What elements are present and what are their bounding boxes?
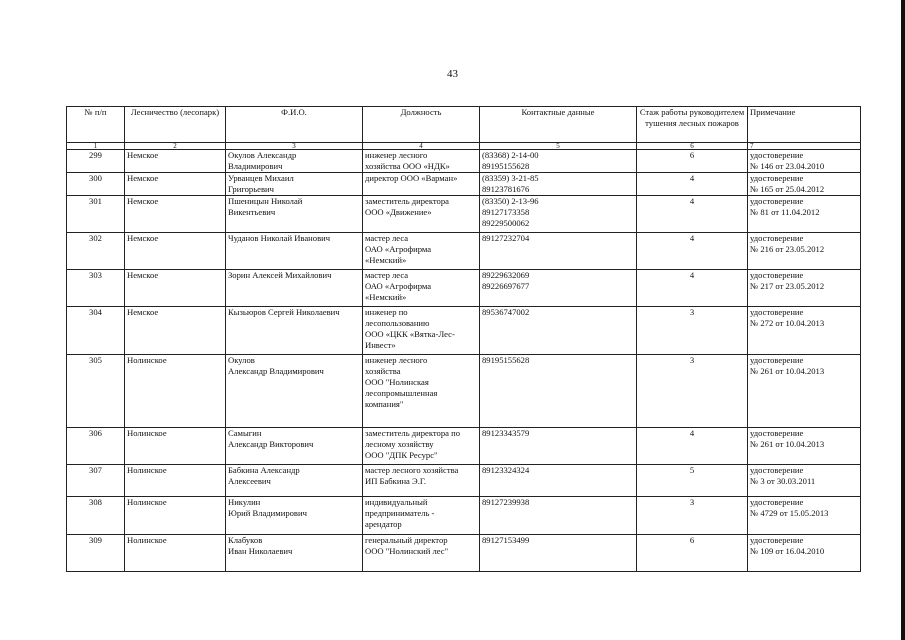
contact-line: 89123343579 (482, 428, 530, 438)
cell-num: 308 (67, 497, 125, 535)
cell-experience: 6 (637, 150, 748, 173)
fio-line: Клабуков (228, 535, 263, 545)
column-number: 2 (125, 143, 226, 150)
table-row (67, 270, 861, 307)
cell-num: 303 (67, 270, 125, 307)
contact-line: 89127232704 (482, 233, 530, 243)
cell-note (748, 196, 861, 233)
fio-line: Бабкина Александр (228, 465, 300, 475)
table-row (67, 233, 861, 270)
fio-line: Владимирович (228, 161, 283, 171)
cell-note (748, 355, 861, 428)
column-number: 6 (637, 143, 748, 150)
position-line: лесному хозяйству (365, 439, 434, 449)
position-line: заместитель директора (365, 196, 449, 206)
position-line: ООО «Движение» (365, 207, 432, 217)
fio-line: Александр Владимирович (228, 366, 324, 376)
fire-managers-table (66, 106, 861, 572)
cell-experience: 3 (637, 307, 748, 355)
contact-line: (83350) 2-13-96 (482, 196, 539, 206)
position-line: ИП Бабкина Э.Г. (365, 476, 426, 486)
position-line: генеральный директор (365, 535, 448, 545)
fio-line: Григорьевич (228, 184, 274, 194)
cell-forestry: Немское (125, 307, 226, 355)
header-experience: Стаж работы руководителем тушения лесных пожаров (637, 107, 748, 143)
cell-contacts (480, 465, 637, 497)
contact-line: 89127173358 (482, 207, 530, 217)
cell-position (363, 173, 480, 196)
position-line: ООО "Нолинский лес" (365, 546, 449, 556)
cell-fio (226, 355, 363, 428)
cell-position (363, 355, 480, 428)
cell-contacts (480, 535, 637, 572)
cell-contacts (480, 150, 637, 173)
cell-forestry: Немское (125, 173, 226, 196)
cell-experience: 4 (637, 173, 748, 196)
fio-line: Никулин (228, 497, 261, 507)
position-line: компания" (365, 399, 404, 409)
cell-fio (226, 173, 363, 196)
cell-experience: 4 (637, 196, 748, 233)
position-line: арендатор (365, 519, 402, 529)
cell-fio (226, 428, 363, 465)
column-number: 5 (480, 143, 637, 150)
contact-line: 89536747002 (482, 307, 530, 317)
cell-forestry: Нолинское (125, 497, 226, 535)
column-number: 1 (67, 143, 125, 150)
position-line: хозяйства ООО «НДК» (365, 161, 450, 171)
note-line: № 81 от 11.04.2012 (750, 207, 820, 217)
cell-note (748, 307, 861, 355)
cell-note (748, 173, 861, 196)
contact-line: 89123324324 (482, 465, 530, 475)
note-line: № 261 от 10.04.2013 (750, 366, 825, 376)
header-fio: Ф.И.О. (226, 107, 363, 143)
fio-line: Окулов Александр (228, 150, 297, 160)
fio-line: Окулов (228, 355, 255, 365)
cell-experience: 3 (637, 355, 748, 428)
position-line: предприниматель - (365, 508, 435, 518)
cell-num: 305 (67, 355, 125, 428)
note-line: № 261 от 10.04.2013 (750, 439, 825, 449)
cell-position (363, 150, 480, 173)
cell-forestry: Немское (125, 270, 226, 307)
position-line: индивидуальный (365, 497, 428, 507)
fio-line: Юрий Владимирович (228, 508, 307, 518)
note-line: № 146 от 23.04.2010 (750, 161, 825, 171)
position-line: лесопромышленная (365, 388, 438, 398)
note-line: удостоверение (750, 497, 804, 507)
cell-experience: 4 (637, 270, 748, 307)
position-line: ОАО «Агрофирма (365, 244, 432, 254)
page-number: 43 (447, 68, 458, 80)
contact-line: (83359) 3-21-85 (482, 173, 539, 183)
position-line: ОАО «Агрофирма (365, 281, 432, 291)
cell-num: 307 (67, 465, 125, 497)
cell-experience: 6 (637, 535, 748, 572)
cell-num: 306 (67, 428, 125, 465)
cell-fio (226, 535, 363, 572)
contact-line: 89123781676 (482, 184, 530, 194)
fio-line: Иван Николаевич (228, 546, 293, 556)
cell-fio (226, 307, 363, 355)
cell-contacts (480, 173, 637, 196)
note-line: № 217 от 23.05.2012 (750, 281, 825, 291)
fio-line: Кызьюров Сергей Николаевич (228, 307, 340, 317)
cell-contacts (480, 196, 637, 233)
table-row (67, 535, 861, 572)
note-line: удостоверение (750, 270, 804, 280)
contact-line: 89229500062 (482, 218, 530, 228)
fio-line: Викентьевич (228, 207, 276, 217)
fio-line: Зорин Алексей Михайлович (228, 270, 332, 280)
contact-line: 89195155628 (482, 355, 530, 365)
cell-position (363, 428, 480, 465)
note-line: удостоверение (750, 233, 804, 243)
cell-contacts (480, 233, 637, 270)
table-row (67, 307, 861, 355)
contact-line: (83368) 2-14-00 (482, 150, 539, 160)
cell-contacts (480, 270, 637, 307)
header-forestry: Лесничество (лесопарк) (125, 107, 226, 143)
header-position: Должность (363, 107, 480, 143)
position-line: хозяйства (365, 366, 401, 376)
position-line: «Немский» (365, 255, 407, 265)
cell-position (363, 233, 480, 270)
column-number-row (67, 143, 861, 150)
contact-line: 89229632069 (482, 270, 530, 280)
cell-note (748, 535, 861, 572)
cell-contacts (480, 307, 637, 355)
position-line: мастер леса (365, 233, 409, 243)
cell-forestry: Немское (125, 233, 226, 270)
cell-num: 309 (67, 535, 125, 572)
column-number: 7 (748, 143, 861, 150)
position-line: инженер лесного (365, 150, 428, 160)
table-row (67, 150, 861, 173)
position-line: ООО «ЦКК «Вятка-Лес- (365, 329, 455, 339)
cell-num: 302 (67, 233, 125, 270)
table-row (67, 465, 861, 497)
column-number: 3 (226, 143, 363, 150)
fio-line: Чуданов Николай Иванович (228, 233, 331, 243)
contact-line: 89226697677 (482, 281, 530, 291)
table-row (67, 173, 861, 196)
table-row (67, 196, 861, 233)
scan-edge (901, 0, 905, 640)
position-line: ООО "Нолинская (365, 377, 429, 387)
cell-note (748, 497, 861, 535)
contact-line: 89127153499 (482, 535, 530, 545)
cell-note (748, 233, 861, 270)
note-line: удостоверение (750, 196, 804, 206)
cell-contacts (480, 497, 637, 535)
cell-forestry: Нолинское (125, 428, 226, 465)
cell-num: 300 (67, 173, 125, 196)
contact-line: 89195155628 (482, 161, 530, 171)
cell-forestry: Немское (125, 150, 226, 173)
cell-note (748, 150, 861, 173)
cell-forestry: Нолинское (125, 355, 226, 428)
cell-fio (226, 196, 363, 233)
position-line: лесопользованию (365, 318, 430, 328)
position-line: ООО "ДПК Ресурс" (365, 450, 438, 460)
table-row (67, 497, 861, 535)
cell-position (363, 497, 480, 535)
position-line: заместитель директора по (365, 428, 461, 438)
cell-contacts (480, 428, 637, 465)
header-contacts: Контактные данные (480, 107, 637, 143)
note-line: удостоверение (750, 173, 804, 183)
position-line: Инвест» (365, 340, 396, 350)
fio-line: Урванцев Михаил (228, 173, 294, 183)
position-line: инженер по (365, 307, 408, 317)
cell-forestry: Нолинское (125, 535, 226, 572)
note-line: № 4729 от 15.05.2013 (750, 508, 829, 518)
note-line: № 216 от 23.05.2012 (750, 244, 825, 254)
cell-experience: 3 (637, 497, 748, 535)
position-line: мастер лесного хозяйства (365, 465, 459, 475)
cell-num: 304 (67, 307, 125, 355)
cell-position (363, 465, 480, 497)
cell-position (363, 307, 480, 355)
cell-position (363, 535, 480, 572)
position-line: инженер лесного (365, 355, 428, 365)
note-line: удостоверение (750, 307, 804, 317)
fio-line: Самыгин (228, 428, 262, 438)
cell-note (748, 465, 861, 497)
cell-fio (226, 233, 363, 270)
cell-contacts (480, 355, 637, 428)
note-line: № 109 от 16.04.2010 (750, 546, 825, 556)
position-line: мастер леса (365, 270, 409, 280)
cell-forestry: Немское (125, 196, 226, 233)
cell-experience: 5 (637, 465, 748, 497)
note-line: удостоверение (750, 428, 804, 438)
note-line: № 272 от 10.04.2013 (750, 318, 825, 328)
cell-num: 301 (67, 196, 125, 233)
note-line: № 165 от 25.04.2012 (750, 184, 825, 194)
header-num: № п/п (67, 107, 125, 143)
cell-position (363, 196, 480, 233)
table-row (67, 428, 861, 465)
note-line: удостоверение (750, 150, 804, 160)
position-line: директор ООО «Варман» (365, 173, 458, 183)
note-line: удостоверение (750, 465, 804, 475)
cell-experience: 4 (637, 428, 748, 465)
cell-position (363, 270, 480, 307)
cell-fio (226, 270, 363, 307)
cell-note (748, 428, 861, 465)
cell-fio (226, 497, 363, 535)
note-line: удостоверение (750, 355, 804, 365)
cell-num: 299 (67, 150, 125, 173)
header-row (67, 107, 861, 143)
note-line: № 3 от 30.03.2011 (750, 476, 816, 486)
cell-forestry: Нолинское (125, 465, 226, 497)
fio-line: Пшеницын Николай (228, 196, 303, 206)
position-line: «Немский» (365, 292, 407, 302)
contact-line: 89127239938 (482, 497, 530, 507)
cell-fio (226, 150, 363, 173)
cell-note (748, 270, 861, 307)
column-number: 4 (363, 143, 480, 150)
cell-experience: 4 (637, 233, 748, 270)
header-note: Примечание (748, 107, 861, 143)
fio-line: Алексеевич (228, 476, 271, 486)
cell-fio (226, 465, 363, 497)
note-line: удостоверение (750, 535, 804, 545)
fio-line: Александр Викторович (228, 439, 314, 449)
table-row (67, 355, 861, 428)
